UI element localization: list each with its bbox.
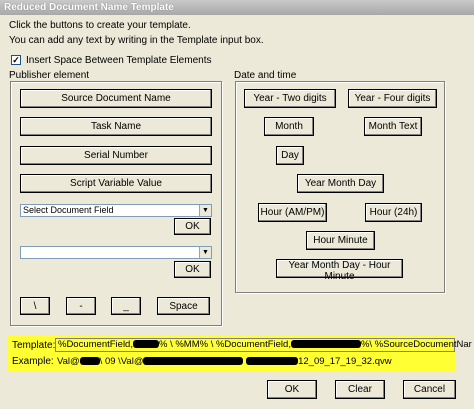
ok-button[interactable]: OK [267,380,317,399]
backslash-button[interactable]: \ [20,297,50,315]
second-field-select[interactable] [20,246,212,259]
hour-minute-button[interactable]: Hour Minute [306,231,375,250]
intro-line-2: You can add any text by writing in the Template input box. [9,35,264,46]
redaction-mark [246,357,298,365]
year-two-digits-button[interactable]: Year - Two digits [244,89,336,108]
template-text-part-3: %\ %SourceDocumentNar [360,339,472,350]
intro-line-1: Click the buttons to create your template. [9,20,191,31]
template-text-part-1: %DocumentField, [58,339,133,350]
example-text-part-1: Val@ [57,356,80,367]
document-field-select-value: Select Document Field [23,205,114,215]
example-label: Example: [12,356,54,367]
ymd-hour-minute-button[interactable]: Year Month Day - Hour Minute [276,259,403,278]
underscore-button[interactable]: _ [111,297,141,315]
year-four-digits-button[interactable]: Year - Four digits [348,89,437,108]
redaction-mark [80,357,100,365]
template-text-part-2: % \ %MM% \ %DocumentField, [158,339,291,350]
script-variable-value-button[interactable]: Script Variable Value [20,174,212,193]
example-value [57,356,392,367]
serial-number-button[interactable]: Serial Number [20,146,212,165]
source-document-name-button[interactable]: Source Document Name [20,89,212,108]
template-label: Template: [12,340,56,351]
hour-ampm-button[interactable]: Hour (AM/PM) [258,203,327,222]
year-month-day-button[interactable]: Year Month Day [297,174,384,193]
insert-space-label[interactable]: Insert Space Between Template Elements [26,55,212,66]
space-button[interactable]: Space [157,297,210,315]
redaction-mark [133,340,159,348]
month-text-button[interactable]: Month Text [364,117,422,136]
task-name-button[interactable]: Task Name [20,117,212,136]
clear-button[interactable]: Clear [335,380,385,399]
second-field-ok-button[interactable]: OK [174,261,211,278]
example-text-part-3: 12_09_17_19_32.qvw [298,356,392,367]
hour-24h-button[interactable]: Hour (24h) [365,203,422,222]
month-button[interactable]: Month [264,117,314,136]
chevron-down-icon[interactable]: ▼ [199,247,211,258]
chevron-down-icon[interactable]: ▼ [199,205,211,216]
checkmark-icon: ✓ [12,55,20,65]
template-input[interactable] [55,338,472,352]
redaction-mark [291,340,361,348]
dash-button[interactable]: - [66,297,96,315]
publisher-group-label: Publisher element [9,70,90,81]
redaction-mark [143,357,243,365]
cancel-button[interactable]: Cancel [403,380,456,399]
day-button[interactable]: Day [276,146,304,165]
document-field-ok-button[interactable]: OK [174,218,211,235]
document-field-select[interactable] [20,204,212,217]
insert-space-checkbox[interactable] [11,55,21,65]
example-text-part-2: \ 09 \Val@ [99,356,144,367]
datetime-group-label: Date and time [234,70,297,81]
window-title: Reduced Document Name Template [0,0,474,15]
